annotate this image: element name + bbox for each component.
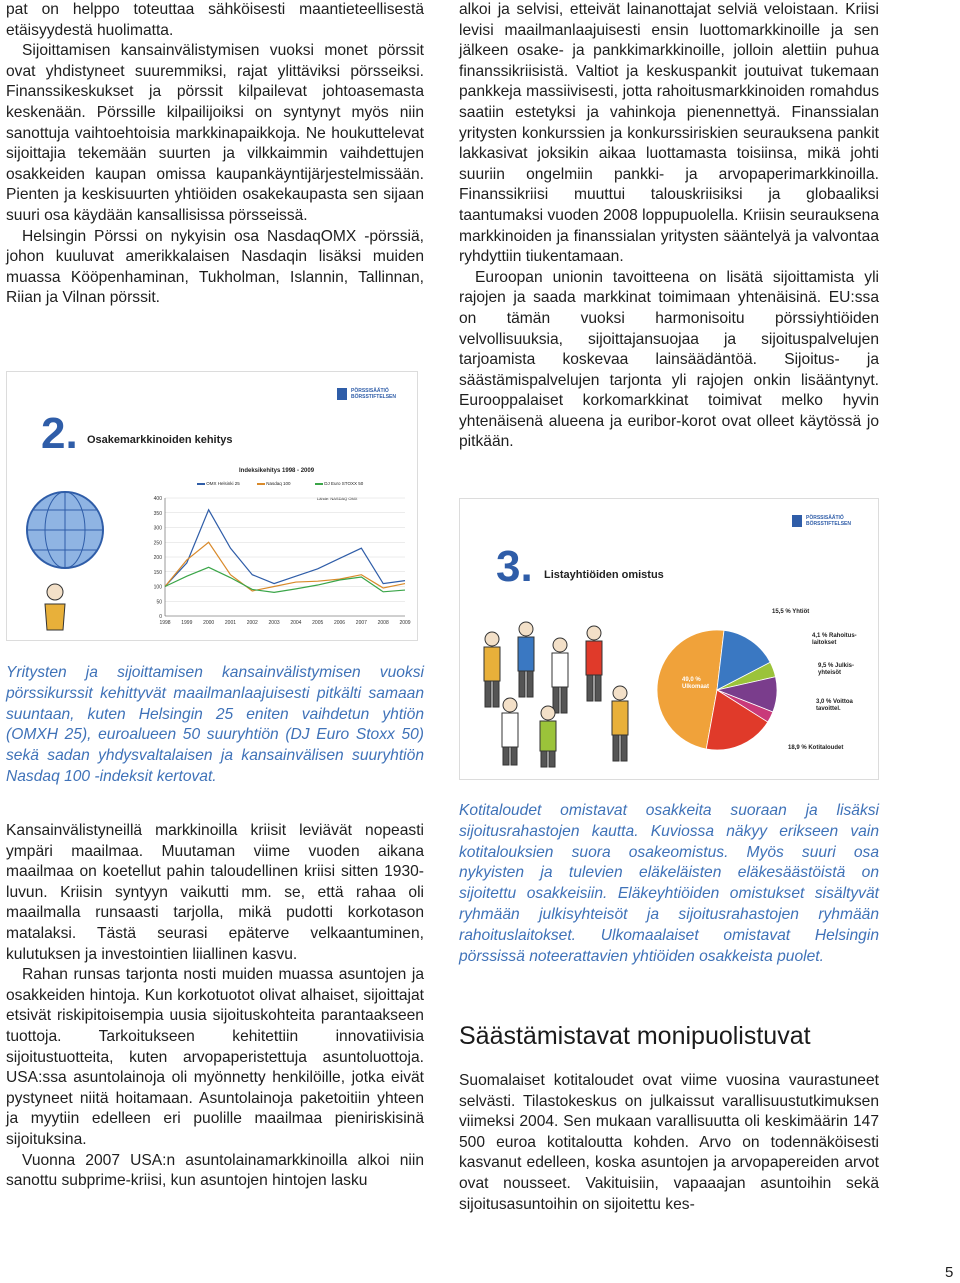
- paragraph: Vuonna 2007 USA:n asuntolainamarkkinoilla alkoi niin sanottu subprime-kriisi, kun asuntojen hintojen lasku: [6, 1151, 424, 1190]
- x-tick-label: 1999: [181, 620, 193, 626]
- y-tick-label: 200: [153, 555, 162, 561]
- paragraph: Helsingin Pörssi on nykyisin osa NasdaqOMX -pörssiä, johon kuuluvat amerikkalaisen Nasdaqin lisäksi muiden muassa Kööpenhaminan, Tukholman, Islannin, Tallinnan, Riian ja Vilnan pörssit.: [6, 227, 424, 307]
- y-tick-label: 350: [153, 510, 162, 517]
- porssisaatio-logo: PÖRSSISÄÄTIÖ BÖRSSTIFTELSEN: [792, 515, 856, 529]
- article-column-left-top: [6, 0, 424, 309]
- y-tick-label: 250: [153, 540, 162, 547]
- x-tick-label: 2009: [399, 620, 411, 626]
- paragraph: Sijoittamisen kansainvälistymisen vuoksi monet pörssit ovat yhdistyneet suuremmiksi, rajat ylittäviksi pörsseiksi. Finanssikeskukset ja pörssit kilpailevat johtoasemasta keskenään. Pörssille kilpailijoiksi on syntynyt myös niin sanottuja vaihtoehtoisia markkinapaikkoja. Ne houkuttelevat sijoittajia tekemään suurten ja vilkkaimmin vaihdettujen osakkeiden kaupan omissa kaupankäyntijärjestelmissään. Pienten ja keskisuurten yhtiöiden osakekaupasta sen sijaan suuri osa käydään kansallisissa pörsseissä.: [6, 42, 424, 224]
- x-tick-label: 2002: [246, 620, 258, 626]
- x-tick-label: 2000: [203, 620, 215, 626]
- chart-title: Indeksikehitys 1998 - 2009: [239, 468, 315, 474]
- article-column-left-bottom: [6, 821, 424, 1192]
- figure-caption-right: Kotitaloudet omistavat osakkeita suoraan ja lisäksi sijoitusrahastojen kautta. Kuviossa näkyy erikseen vain kotitalouksien suora osakeomistus. Myös suuri osa nykyisten ja tulevien eläkeläisten eläkesäästöistä on sijoitettu osakkeisiin. Eläkeyhtiöiden omistukset sisältyvät ryhmään julkisyhteisöt ja sijoitusrahastojen ryhmään rahoituslaitokset. Ulkomaalaiset omistavat Helsingin pörssissä noteerattavien yhtiöiden osakkeista puolet.: [459, 802, 879, 965]
- y-tick-label: 100: [153, 584, 162, 591]
- figure-stock-market-development: [6, 371, 418, 641]
- pie-label-rahoituslaitokset: 4,1 % Rahoitus-laitokset: [812, 633, 857, 646]
- pie-label-yhtiot: 15,5 % Yhtiöt: [772, 609, 810, 615]
- series-line: [165, 542, 405, 591]
- y-tick-label: 300: [153, 525, 162, 532]
- x-tick-label: 2001: [224, 620, 237, 626]
- legend-stoxx: DJ Euro STOXX 50: [315, 481, 363, 486]
- paragraph: Suomalaiset kotitaloudet ovat viime vuosina vaurastuneet selvästi. Tilastokeskus on julkaissut varallisuustutkimuksen viimeksi 2004. Sen mukaan varallisuutta oli keskimäärin 147 500 euroa kotitaloutta kohden. Arvo on todennäköisesti kasvanut edelleen, koska asuntojen ja arvopapereiden arvot ovat nousseet. Vakituisiin, vapaaajan asuntoihin sekä sijoitusasuntoihin on sijoitettu kes-: [459, 1072, 879, 1213]
- legend-nasdaq: Nasdaq 100: [257, 481, 291, 486]
- pie-label-ulkomaat: 49,0 % Ulkomaat: [682, 677, 710, 690]
- paragraph: alkoi ja selvisi, etteivät lainanottajat selviä veloistaan. Kriisi levisi maailmanlaajuisesti ensin luottomarkkinoille ja sen jälkeen osake- ja pankkimarkkinoille, jolloin alettiin puhua finanssikriisistä. Valtiot ja keskuspankit joutuivat tukemaan pankkeja massiivisesti, jotta rahoitusmarkkinoiden romahdus saatiin estetyksi ja vahinkoja pienennettyä. Finanssialan yritysten konkurssien ja konkurssiriskien seurauksena pankit lakkasivat joksikin aikaa luottamasta toisiinsa, mikä johti suuriin ongelmiin pankki- ja arvopaperimarkkinoilla. Finanssikriisi muuttui talouskriisiksi ja globaaliksi taantumaksi vuoden 2008 loppupuolella. Kriisin seurauksena markkinoiden ja finanssialan yritysten sääntelyä ja valvontaa ryhdyttiin tiukentamaan.: [459, 1, 879, 266]
- figure-number: 2.: [41, 409, 78, 458]
- figure-number: 3.: [496, 542, 533, 591]
- x-tick-label: 2004: [290, 620, 302, 626]
- x-tick-label: 2006: [333, 620, 346, 626]
- section-heading: Säästämistavat monipuolistuvat: [459, 1022, 811, 1050]
- article-column-right-bottom: [459, 1071, 879, 1215]
- y-tick-label: 150: [153, 569, 162, 576]
- pie-label-voittoa-tavoittelemattomat: 3,0 % Voittoa tavoittel.: [816, 699, 853, 712]
- x-tick-label: 2005: [312, 620, 324, 626]
- x-tick-label: 2007: [355, 620, 367, 626]
- line-chart: [143, 492, 415, 632]
- paragraph: pat on helppo toteuttaa sähköisesti maantieteellisestä etäisyydestä huolimatta.: [6, 1, 424, 39]
- pie-label-kotitaloudet: 18,9 % Kotitaloudet: [788, 745, 844, 751]
- paragraph: Euroopan unionin tavoitteena on lisätä sijoittamista yli rajojen ja saada markkinat toimimaan yhtenäisinä. EU:ssa on tämän vuoksi harmonisoitu pörssiyhtiöiden velvollisuuksia, sijoittajansuojaa ja sijoituspalvelujen tarjoamista koskevaa lainsäädäntöä. Sijoitus- ja säästämispalvelujen tarjonta yli rajojen onkin lisääntynyt. Eurooppalaiset korkomarkkinat toimivat melko hyvin yhtenäisenä alueena ja euribor-korot ovat olleet käytössä jo pitkään.: [459, 268, 879, 451]
- porssisaatio-logo: PÖRSSISÄÄTIÖ BÖRSSTIFTELSEN: [337, 388, 401, 402]
- globe-illustration: [15, 472, 115, 632]
- x-tick-label: 2003: [268, 620, 280, 626]
- pie-label-julkisyhteisot: 9,5 % Julkis-yhteisöt: [818, 663, 855, 676]
- x-tick-label: 1998: [159, 620, 171, 626]
- chart-source: Lähde: NASDAQ OMX: [317, 496, 358, 501]
- figure-listed-company-ownership: [459, 498, 879, 780]
- figure-caption-left: Yritysten ja sijoittamisen kansainvälistymisen vuoksi pörssikurssit kehittyvät maailmanlaajuisesti pitkälti samaan suuntaan, kuten Helsingin 25 eniten vaihdetun yhtiön (OMXH 25), euroalueen 50 suuryhtiön (DJ Euro Stoxx 50) sekä sadan yhdysvaltalaisen ja kansainvälisen suuryhtiön Nasdaq 100 -indeksit kertovat.: [6, 664, 424, 785]
- legend-omx: OMX Helsinki 25: [197, 481, 240, 486]
- paragraph: Kansainvälistyneillä markkinoilla kriisit leviävät nopeasti ympäri maailmaa. Muutaman viime vuoden aikana maailmaa on koetellut pahin taloudellinen kriisi sitten 1930-luvun. Kriisin syntyyn vaikutti mm. se, että rahaa oli maailmalla runsaasti tarjolla, mikä pudotti korkotason matalaksi. Tästä seurasi epäterve velkaantuminen, kulutuksen ja investointien liiallinen kasvu.: [6, 822, 424, 963]
- page-number: 5: [945, 1264, 954, 1281]
- y-tick-label: 50: [156, 599, 162, 606]
- figure-title: Osakemarkkinoiden kehitys: [87, 434, 233, 446]
- paragraph: Rahan runsas tarjonta nosti muiden muassa asuntojen ja osakkeiden hintoja. Kun korkotuotot olivat alhaiset, sijoittajat etsivät riskipitoisempia uusia sijoituskohteita parantaakseen tuottoja. Tarkoitukseen kehitettiin innovatiivisia sijoitustuotteita, kuten arvopaperistettuja asuntoluottoja. USA:ssa asuntolainoja oli myönnetty henkilöille, jotka eivät pystyneet niitä hoitamaan. Asuntolainoja paketoitiin yhteen ja myytiin edelleen eri puolille maailmaa pieniriskisinä sijoituksina.: [6, 966, 424, 1148]
- y-tick-label: 400: [153, 496, 162, 502]
- x-tick-label: 2008: [377, 620, 389, 626]
- article-column-right-top: [459, 0, 879, 453]
- y-tick-label: 0: [159, 614, 162, 620]
- people-illustration: [470, 609, 650, 769]
- figure-title: Listayhtiöiden omistus: [544, 569, 664, 581]
